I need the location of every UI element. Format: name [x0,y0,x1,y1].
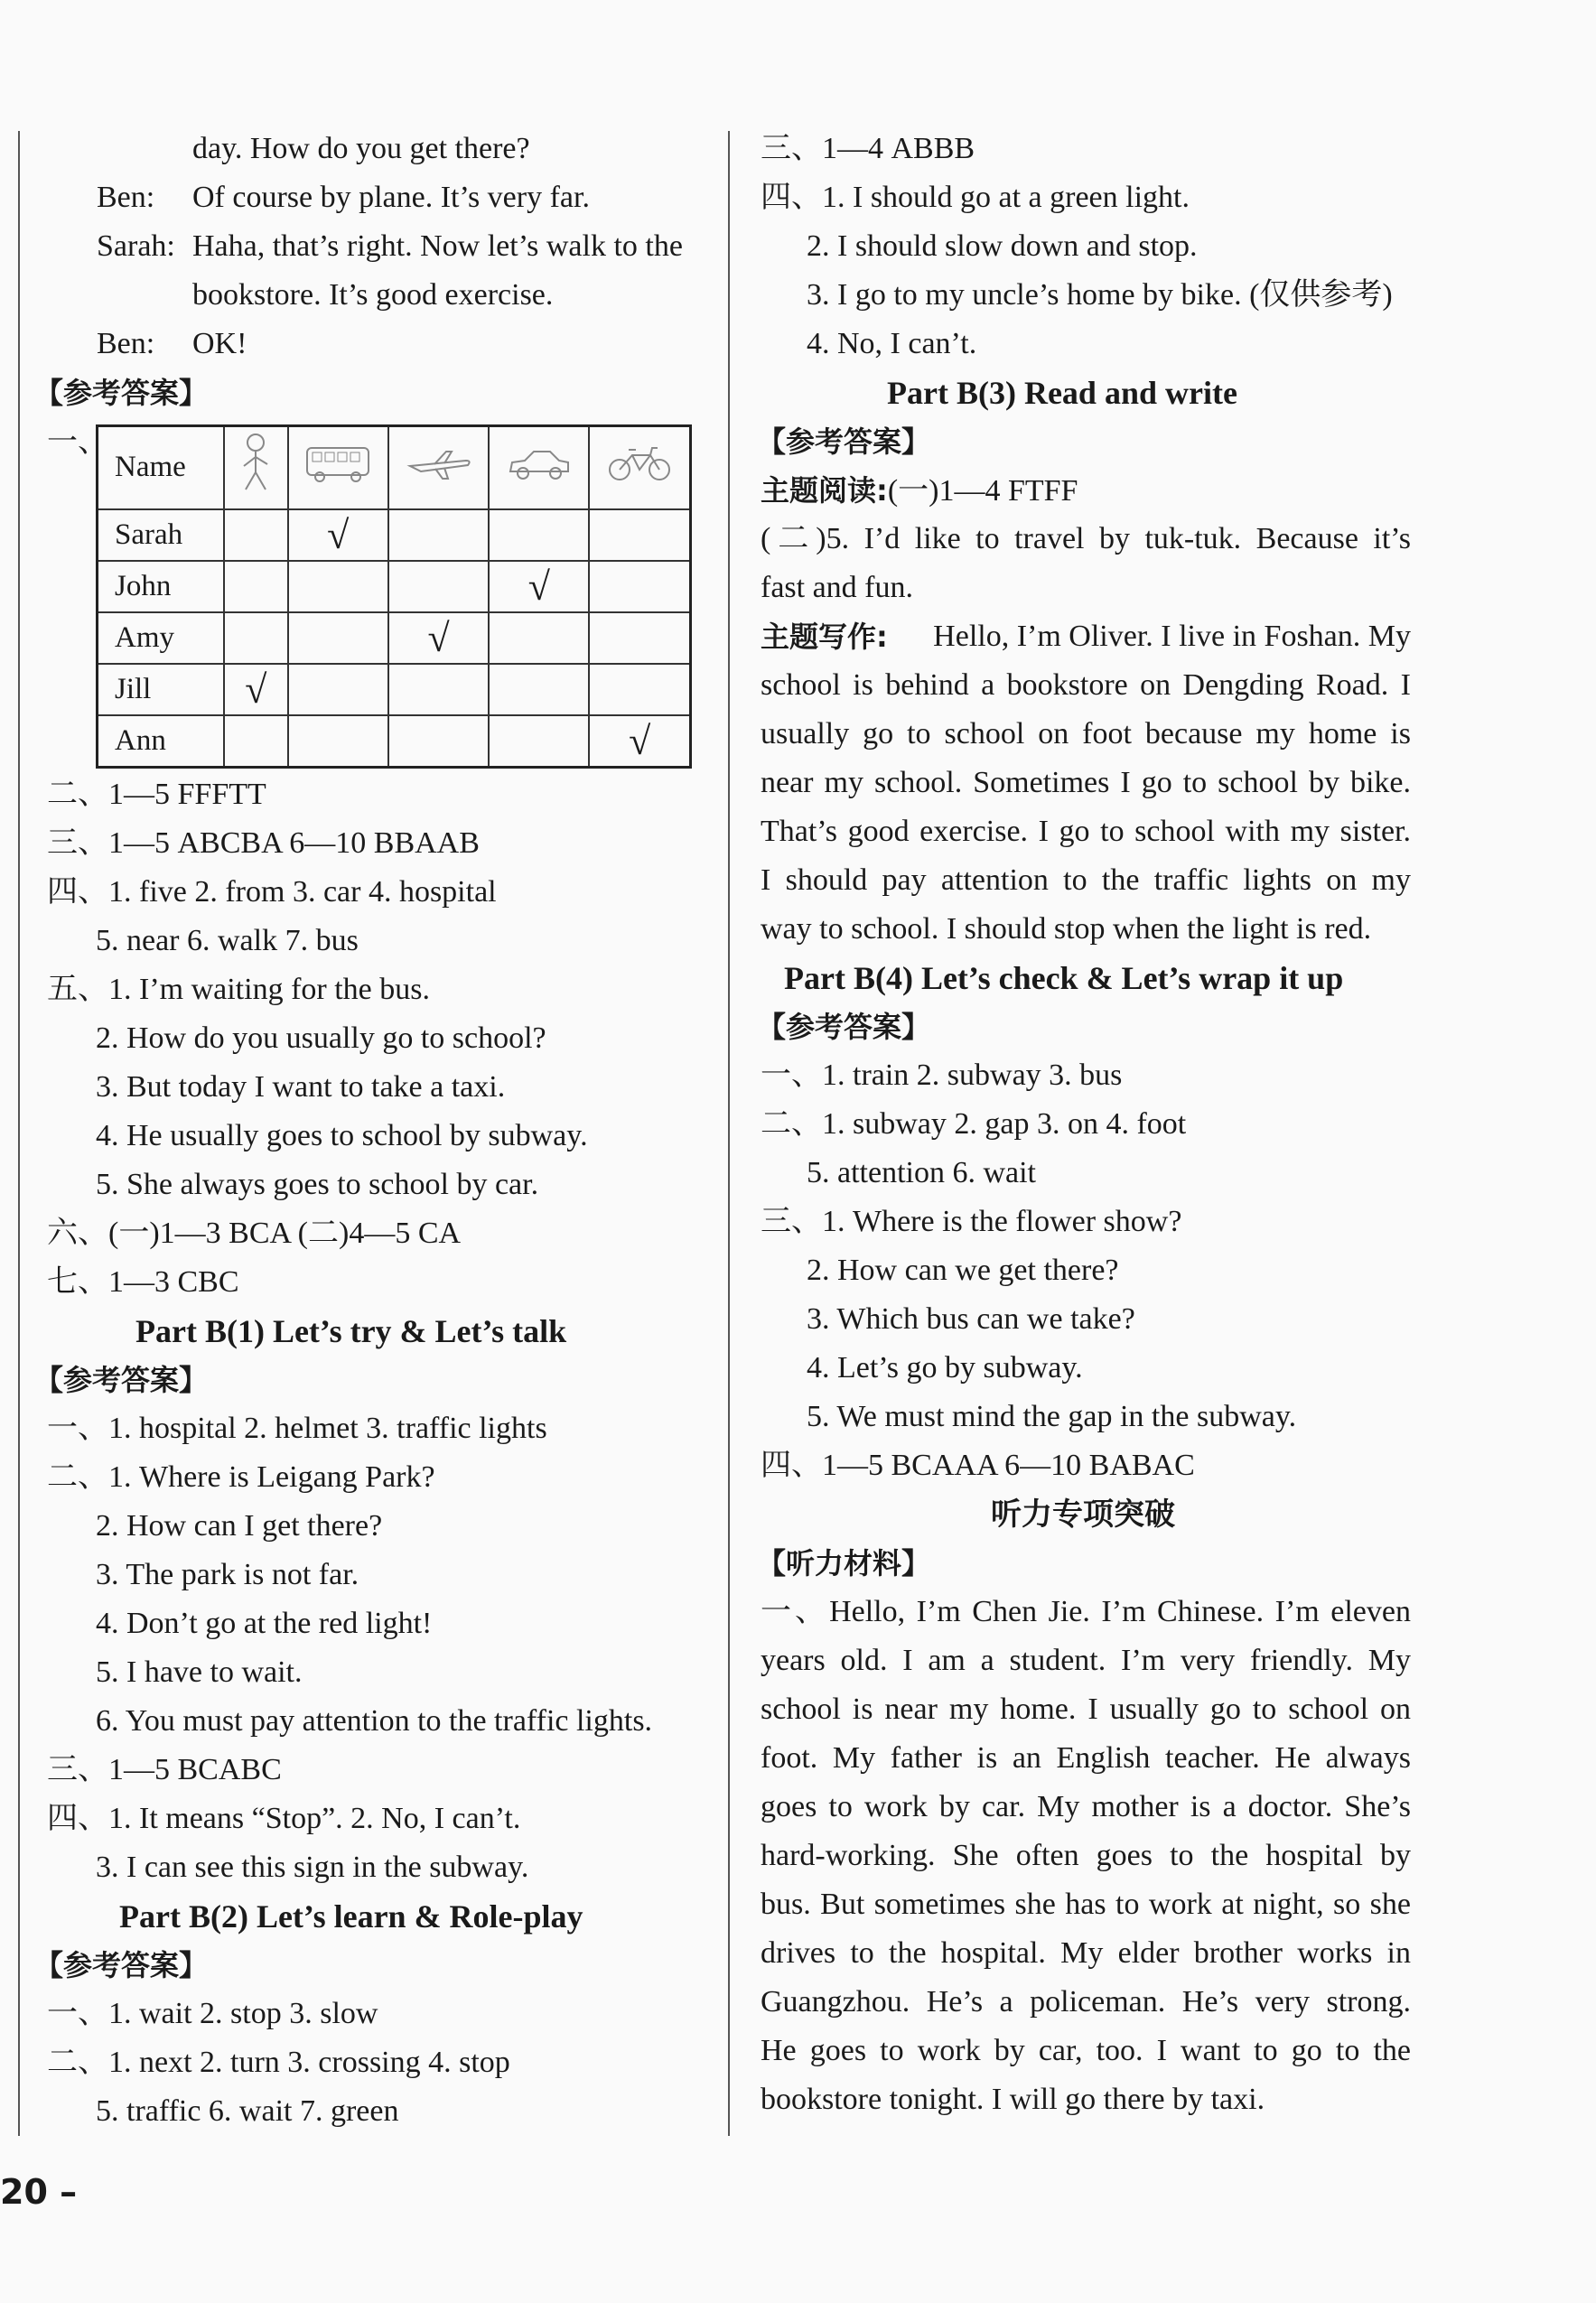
check-mark: √ [489,561,589,612]
answer-line: 一、1. train 2. subway 3. bus [761,1058,1123,1092]
answer-line: 七、1—3 CBC [47,1265,239,1299]
answer-line: 四、1. It means “Stop”. 2. No, I can’t. [47,1802,521,1835]
paragraph-line: bookstore tonight. I will go there by taxi. [761,2083,1265,2116]
section-heading: 听力专项突破 [991,1496,1175,1533]
paragraph-line: bus. But sometimes she has to work at night, so she [761,1888,1411,1921]
table-row [98,612,691,664]
paragraph-line: foot. My father is an English teacher. He always [761,1741,1411,1775]
answer-line: 三、1—4 ABBB [761,132,975,165]
page-number: 20 – [0,2172,78,2212]
paragraph-line: Guangzhou. He’s a policeman. He’s very strong. [761,1985,1411,2019]
left-margin-rule [18,131,20,2136]
answer-line: 2. I should slow down and stop. [807,229,1198,263]
answer-line: 2. How can we get there? [807,1254,1119,1287]
answer-line: 3. I go to my uncle’s home by bike. (仅供参考) [807,278,1393,312]
transport-table [96,424,692,769]
row-name: Jill [98,664,225,715]
answer-line: 5. She always goes to school by car. [96,1168,539,1201]
table-row [98,509,691,561]
row-name: Sarah [98,509,225,561]
answer-label: 【参考答案】 [34,1363,209,1397]
answer-line: 二、1—5 FFFTT [47,778,266,811]
answer-line: 四、1—5 BCAAA 6—10 BABAC [761,1449,1195,1482]
material-label: 【听力材料】 [757,1546,931,1580]
row-name: John [98,561,225,612]
answer-line: 4. Let’s go by subway. [807,1351,1083,1385]
writing-label: 主题写作: [761,620,888,654]
answer-label: 【参考答案】 [34,376,209,410]
writing-first-line [761,619,1411,655]
table-row [98,561,691,612]
check-mark: √ [388,612,489,664]
dialogue-line: day. How do you get there? [192,132,530,165]
answer-line: 六、(一)1—3 BCA (二)4—5 CA [47,1217,462,1250]
bike-icon [589,426,690,509]
paragraph-line: hard-working. She often goes to the hospital by [761,1839,1411,1872]
dialogue-line: Of course by plane. It’s very far. [192,181,590,214]
answer-line: 6. You must pay attention to the traffic lights. [96,1704,653,1738]
answer-line: 3. Which bus can we take? [807,1302,1135,1336]
section-heading: Part B(2) Let’s learn & Role-play [119,1898,583,1935]
check-mark: √ [589,715,690,768]
answer-line: 三、1. Where is the flower show? [761,1205,1182,1238]
car-icon [489,426,589,509]
paragraph-line: way to school. I should stop when the light is red. [761,912,1372,946]
answer-line: 5. We must mind the gap in the subway. [807,1400,1297,1433]
answer-line: 二、1. next 2. turn 3. crossing 4. stop [47,2046,510,2079]
check-mark: √ [288,509,388,561]
column-divider [728,131,730,2136]
answer-line: 5. near 6. walk 7. bus [96,924,359,957]
paragraph-line: years old. I am a student. I’m very friendly. My [761,1644,1411,1677]
answer-label: 【参考答案】 [757,424,931,459]
paragraph-line: fast and fun. [761,571,914,604]
dialogue-line: OK! [192,327,247,360]
paragraph-line: (二)5. I’d like to travel by tuk-tuk. Because it’s [761,522,1411,555]
reading-line [761,472,1078,509]
row-name: Amy [98,612,225,664]
dialogue-speaker: Sarah: [97,229,175,263]
dialogue-speaker: Ben: [97,181,155,214]
table-row [98,664,691,715]
answer-line: 2. How can I get there? [96,1509,383,1543]
paragraph-line: He goes to work by car, too. I want to go to the [761,2034,1411,2067]
answer-line: 二、1. Where is Leigang Park? [47,1460,435,1494]
section-heading: Part B(1) Let’s try & Let’s talk [135,1313,567,1349]
paragraph-line: school is behind a bookstore on Dengding Road. I [761,668,1411,702]
answer-line: 3. The park is not far. [96,1558,359,1591]
section-heading: Part B(4) Let’s check & Let’s wrap it up [784,960,1344,996]
writing-text: Hello, I’m Oliver. I live in Foshan. My [933,620,1411,653]
table-row [98,715,691,768]
answer-line: 一、1. wait 2. stop 3. slow [47,1997,378,2030]
plane-icon [388,426,489,509]
answer-label: 【参考答案】 [34,1948,209,1982]
answer-line: 三、1—5 ABCBA 6—10 BBAAB [47,826,480,860]
section-number: 一、 [47,425,108,459]
answer-label: 【参考答案】 [757,1010,931,1044]
paragraph-line: 一、Hello, I’m Chen Jie. I’m Chinese. I’m eleven [761,1595,1411,1628]
paragraph-line: goes to work by car. My mother is a doctor. She’s [761,1790,1411,1823]
answer-line: 一、1. hospital 2. helmet 3. traffic lights [47,1412,547,1445]
paragraph-line: drives to the hospital. My elder brother works in [761,1936,1411,1970]
paragraph-line: usually go to school on foot because my home is [761,717,1411,751]
bus-icon [288,426,388,509]
answer-line: 3. But today I want to take a taxi. [96,1070,506,1104]
reading-label: 主题阅读: [761,473,888,508]
paragraph-line: That’s good exercise. I go to school with my sister. [761,815,1411,848]
check-mark: √ [224,664,288,715]
answer-line: 5. traffic 6. wait 7. green [96,2094,399,2128]
answer-line: 4. No, I can’t. [807,327,977,360]
walking-person-icon [224,426,288,509]
paragraph-line: school is near my home. I usually go to school on [761,1692,1411,1726]
answer-line: 2. How do you usually go to school? [96,1021,546,1055]
answer-line: 四、1. I should go at a green light. [761,181,1190,214]
reading-answer: (一)1—4 FTFF [887,474,1078,508]
answer-line: 5. attention 6. wait [807,1156,1037,1189]
answer-line: 4. He usually goes to school by subway. [96,1119,588,1152]
answer-line: 二、1. subway 2. gap 3. on 4. foot [761,1107,1187,1141]
paragraph-line: I should pay attention to the traffic lights on my [761,863,1411,897]
table-header-name: Name [98,426,225,509]
answer-line: 5. I have to wait. [96,1655,303,1689]
dialogue-line: bookstore. It’s good exercise. [192,278,554,312]
answer-line: 三、1—5 BCABC [47,1753,282,1786]
answer-line: 3. I can see this sign in the subway. [96,1851,529,1884]
dialogue-speaker: Ben: [97,327,155,360]
answer-line: 四、1. five 2. from 3. car 4. hospital [47,875,497,909]
paragraph-line: near my school. Sometimes I go to school by bike. [761,766,1411,799]
answer-line: 4. Don’t go at the red light! [96,1607,433,1640]
section-heading: Part B(3) Read and write [887,375,1237,411]
dialogue-line: Haha, that’s right. Now let’s walk to the [192,229,683,263]
answer-line: 五、1. I’m waiting for the bus. [47,973,430,1006]
row-name: Ann [98,715,225,768]
